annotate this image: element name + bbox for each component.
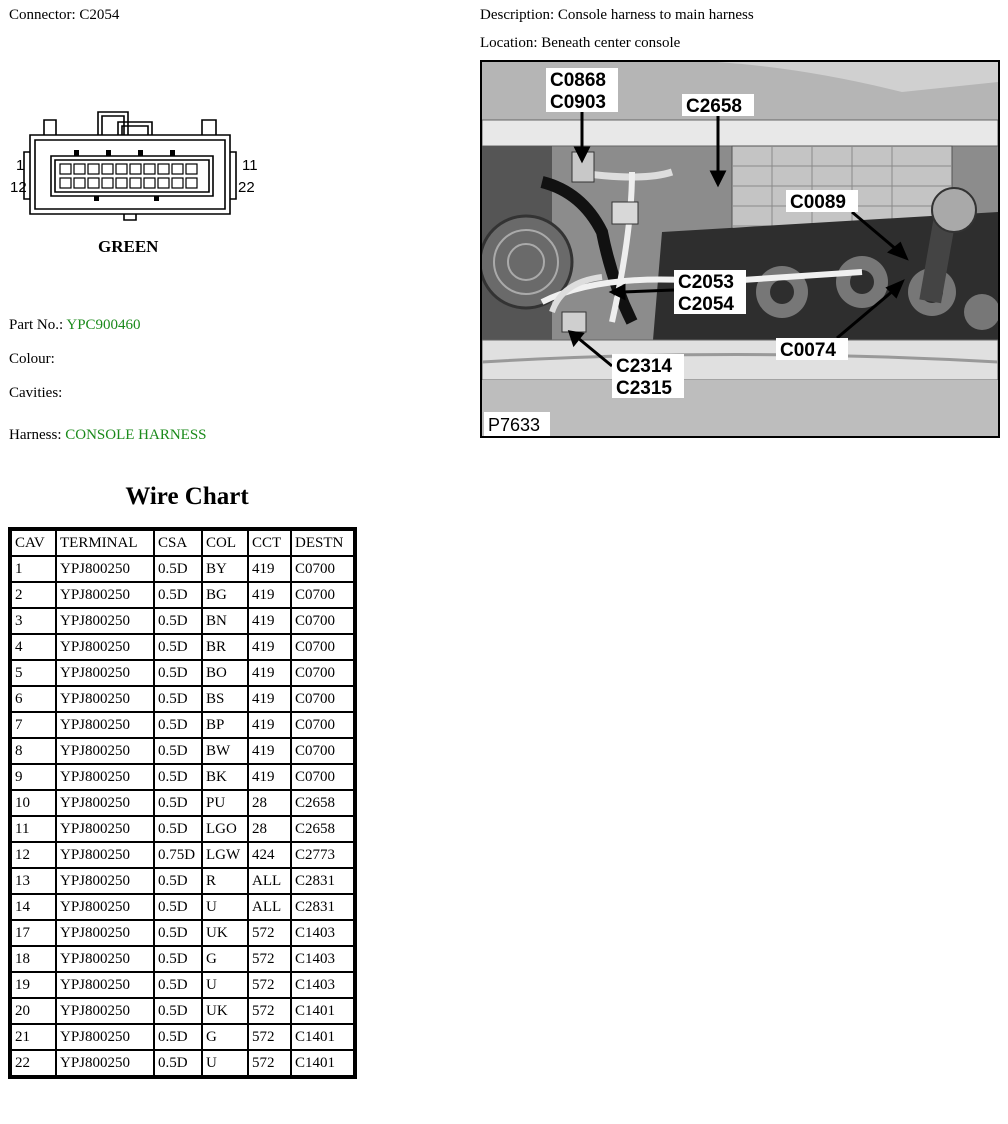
cell-cav: 2 — [12, 583, 55, 607]
cell-destn: C2658 — [292, 817, 353, 841]
cell-terminal: YPJ800250 — [57, 687, 153, 711]
cell-col: LGO — [203, 817, 247, 841]
table-row — [12, 895, 353, 919]
cell-cav: 20 — [12, 999, 55, 1023]
cell-destn: C2831 — [292, 869, 353, 893]
cell-col: U — [203, 973, 247, 997]
pin-label-22: 22 — [238, 179, 255, 196]
callout-c0903: C0903 — [550, 92, 606, 113]
cell-terminal: YPJ800250 — [57, 973, 153, 997]
cell-destn: C1401 — [292, 1025, 353, 1049]
table-row — [12, 687, 353, 711]
colour-label: Colour: — [9, 351, 55, 367]
cell-cct: ALL — [249, 895, 290, 919]
callout-c2054: C2054 — [678, 294, 734, 315]
cell-terminal: YPJ800250 — [57, 1025, 153, 1049]
table-row — [12, 921, 353, 945]
cell-destn: C2773 — [292, 843, 353, 867]
cell-col: BY — [203, 557, 247, 581]
cell-cct: 572 — [249, 921, 290, 945]
cell-destn: C0700 — [292, 713, 353, 737]
cell-destn: C2658 — [292, 791, 353, 815]
cell-col: BO — [203, 661, 247, 685]
cell-cct: 419 — [249, 583, 290, 607]
table-row — [12, 1025, 353, 1049]
cell-csa: 0.5D — [155, 869, 201, 893]
cell-terminal: YPJ800250 — [57, 661, 153, 685]
cell-csa: 0.5D — [155, 791, 201, 815]
pin-label-12: 12 — [10, 179, 27, 196]
cell-csa: 0.5D — [155, 895, 201, 919]
cell-destn: C0700 — [292, 739, 353, 763]
colour-field — [9, 350, 55, 368]
cell-terminal: YPJ800250 — [57, 583, 153, 607]
harness-field — [9, 426, 207, 444]
column-header-terminal: TERMINAL — [57, 531, 153, 555]
cell-terminal: YPJ800250 — [57, 557, 153, 581]
wire-chart-table — [8, 527, 357, 1079]
cell-destn: C0700 — [292, 765, 353, 789]
cell-col: G — [203, 1025, 247, 1049]
cell-cav: 9 — [12, 765, 55, 789]
part-number-value: YPC900460 — [66, 317, 141, 333]
cell-csa: 0.5D — [155, 1025, 201, 1049]
description-field — [480, 6, 754, 24]
cell-cct: 419 — [249, 609, 290, 633]
table-row — [12, 999, 353, 1023]
table-row — [12, 609, 353, 633]
cell-cct: 424 — [249, 843, 290, 867]
wire-chart-title: Wire Chart — [125, 483, 249, 510]
cell-terminal: YPJ800250 — [57, 713, 153, 737]
callout-c2658: C2658 — [686, 96, 742, 117]
cell-cct: 419 — [249, 739, 290, 763]
cell-csa: 0.5D — [155, 999, 201, 1023]
callout-c2314: C2314 — [616, 356, 672, 377]
cell-destn: C1403 — [292, 921, 353, 945]
cell-cct: 572 — [249, 947, 290, 971]
column-header-cct: CCT — [249, 531, 290, 555]
cell-col: UK — [203, 999, 247, 1023]
cell-terminal: YPJ800250 — [57, 791, 153, 815]
cell-cct: 572 — [249, 1025, 290, 1049]
cell-destn: C0700 — [292, 583, 353, 607]
cell-cct: 572 — [249, 999, 290, 1023]
cell-csa: 0.5D — [155, 947, 201, 971]
table-row — [12, 1051, 353, 1075]
cell-col: PU — [203, 791, 247, 815]
cell-destn: C1401 — [292, 999, 353, 1023]
cell-cav: 21 — [12, 1025, 55, 1049]
table-row — [12, 635, 353, 659]
cell-destn: C0700 — [292, 609, 353, 633]
cell-terminal: YPJ800250 — [57, 739, 153, 763]
location-field — [480, 34, 680, 52]
table-row — [12, 973, 353, 997]
callout-c2315: C2315 — [616, 378, 672, 399]
cell-terminal: YPJ800250 — [57, 947, 153, 971]
callout-c0074: C0074 — [780, 340, 836, 361]
callout-c0089: C0089 — [790, 192, 846, 213]
table-row — [12, 661, 353, 685]
cell-terminal: YPJ800250 — [57, 869, 153, 893]
cell-destn: C0700 — [292, 661, 353, 685]
cell-cav: 12 — [12, 843, 55, 867]
cell-csa: 0.5D — [155, 817, 201, 841]
cell-cav: 17 — [12, 921, 55, 945]
cell-cct: ALL — [249, 869, 290, 893]
cell-cct: 28 — [249, 791, 290, 815]
cell-terminal: YPJ800250 — [57, 999, 153, 1023]
column-header-col: COL — [203, 531, 247, 555]
harness-label: Harness: — [9, 427, 62, 443]
callout-c2053: C2053 — [678, 272, 734, 293]
column-header-cav: CAV — [12, 531, 55, 555]
cell-csa: 0.5D — [155, 583, 201, 607]
cell-csa: 0.5D — [155, 687, 201, 711]
table-row — [12, 739, 353, 763]
cell-terminal: YPJ800250 — [57, 921, 153, 945]
cell-col: BN — [203, 609, 247, 633]
table-row — [12, 557, 353, 581]
cell-cct: 419 — [249, 765, 290, 789]
cell-destn: C1403 — [292, 947, 353, 971]
cell-cct: 572 — [249, 1051, 290, 1075]
part-number-field — [9, 316, 141, 334]
cell-cct: 28 — [249, 817, 290, 841]
cell-cav: 3 — [12, 609, 55, 633]
cell-csa: 0.5D — [155, 635, 201, 659]
cell-terminal: YPJ800250 — [57, 1051, 153, 1075]
cell-cav: 22 — [12, 1051, 55, 1075]
cell-cav: 4 — [12, 635, 55, 659]
cell-col: UK — [203, 921, 247, 945]
cell-col: BS — [203, 687, 247, 711]
cell-cav: 5 — [12, 661, 55, 685]
cell-col: R — [203, 869, 247, 893]
pin-label-11: 11 — [242, 157, 258, 174]
cell-csa: 0.5D — [155, 609, 201, 633]
table-row — [12, 817, 353, 841]
cell-csa: 0.5D — [155, 921, 201, 945]
cell-csa: 0.5D — [155, 765, 201, 789]
column-header-destn: DESTN — [292, 531, 353, 555]
cavities-field — [9, 384, 62, 402]
cell-csa: 0.5D — [155, 739, 201, 763]
connector-label: Connector: — [9, 7, 76, 23]
cell-cav: 6 — [12, 687, 55, 711]
cell-destn: C0700 — [292, 687, 353, 711]
cell-col: BG — [203, 583, 247, 607]
pin-label-1: 1 — [16, 157, 25, 174]
cell-cav: 13 — [12, 869, 55, 893]
cell-csa: 0.75D — [155, 843, 201, 867]
part-number-label: Part No.: — [9, 317, 64, 333]
cell-col: U — [203, 895, 247, 919]
connector-color-label: GREEN — [98, 237, 159, 256]
cell-cav: 14 — [12, 895, 55, 919]
cell-col: LGW — [203, 843, 247, 867]
cell-cct: 572 — [249, 973, 290, 997]
column-header-csa: CSA — [155, 531, 201, 555]
cell-terminal: YPJ800250 — [57, 817, 153, 841]
photo-reference: P7633 — [488, 415, 541, 435]
description-value: Console harness to main harness — [557, 7, 754, 23]
table-row — [12, 843, 353, 867]
cell-col: BW — [203, 739, 247, 763]
cell-cav: 19 — [12, 973, 55, 997]
cell-destn: C0700 — [292, 557, 353, 581]
cell-cav: 8 — [12, 739, 55, 763]
cell-terminal: YPJ800250 — [57, 895, 153, 919]
cell-csa: 0.5D — [155, 557, 201, 581]
cell-cct: 419 — [249, 635, 290, 659]
location-value: Beneath center console — [541, 35, 681, 51]
cell-cct: 419 — [249, 557, 290, 581]
table-row — [12, 869, 353, 893]
cell-terminal: YPJ800250 — [57, 635, 153, 659]
cell-destn: C2831 — [292, 895, 353, 919]
table-row — [12, 791, 353, 815]
cell-terminal: YPJ800250 — [57, 609, 153, 633]
cell-cav: 7 — [12, 713, 55, 737]
cell-destn: C1401 — [292, 1051, 353, 1075]
cell-cav: 18 — [12, 947, 55, 971]
cell-cct: 419 — [249, 713, 290, 737]
table-row — [12, 765, 353, 789]
cell-cct: 419 — [249, 687, 290, 711]
cavities-label: Cavities: — [9, 385, 63, 401]
cell-destn: C0700 — [292, 635, 353, 659]
harness-value: CONSOLE HARNESS — [65, 427, 207, 443]
table-row — [12, 713, 353, 737]
cell-terminal: YPJ800250 — [57, 765, 153, 789]
cell-cav: 10 — [12, 791, 55, 815]
cell-cct: 419 — [249, 661, 290, 685]
connector-value: C2054 — [79, 7, 120, 23]
cell-cav: 1 — [12, 557, 55, 581]
cell-csa: 0.5D — [155, 1051, 201, 1075]
cell-cav: 11 — [12, 817, 55, 841]
location-photo — [480, 60, 1000, 438]
cell-csa: 0.5D — [155, 973, 201, 997]
table-header-row — [12, 531, 353, 555]
cell-col: BK — [203, 765, 247, 789]
description-label: Description: — [480, 7, 555, 23]
location-label: Location: — [480, 35, 538, 51]
cell-col: BP — [203, 713, 247, 737]
cell-col: BR — [203, 635, 247, 659]
cell-csa: 0.5D — [155, 661, 201, 685]
cell-terminal: YPJ800250 — [57, 843, 153, 867]
table-row — [12, 947, 353, 971]
connector-field — [9, 6, 119, 24]
cell-col: U — [203, 1051, 247, 1075]
cell-col: G — [203, 947, 247, 971]
callout-c0868: C0868 — [550, 70, 606, 91]
table-row — [12, 583, 353, 607]
cell-csa: 0.5D — [155, 713, 201, 737]
connector-face-diagram — [6, 104, 268, 264]
cell-destn: C1403 — [292, 973, 353, 997]
